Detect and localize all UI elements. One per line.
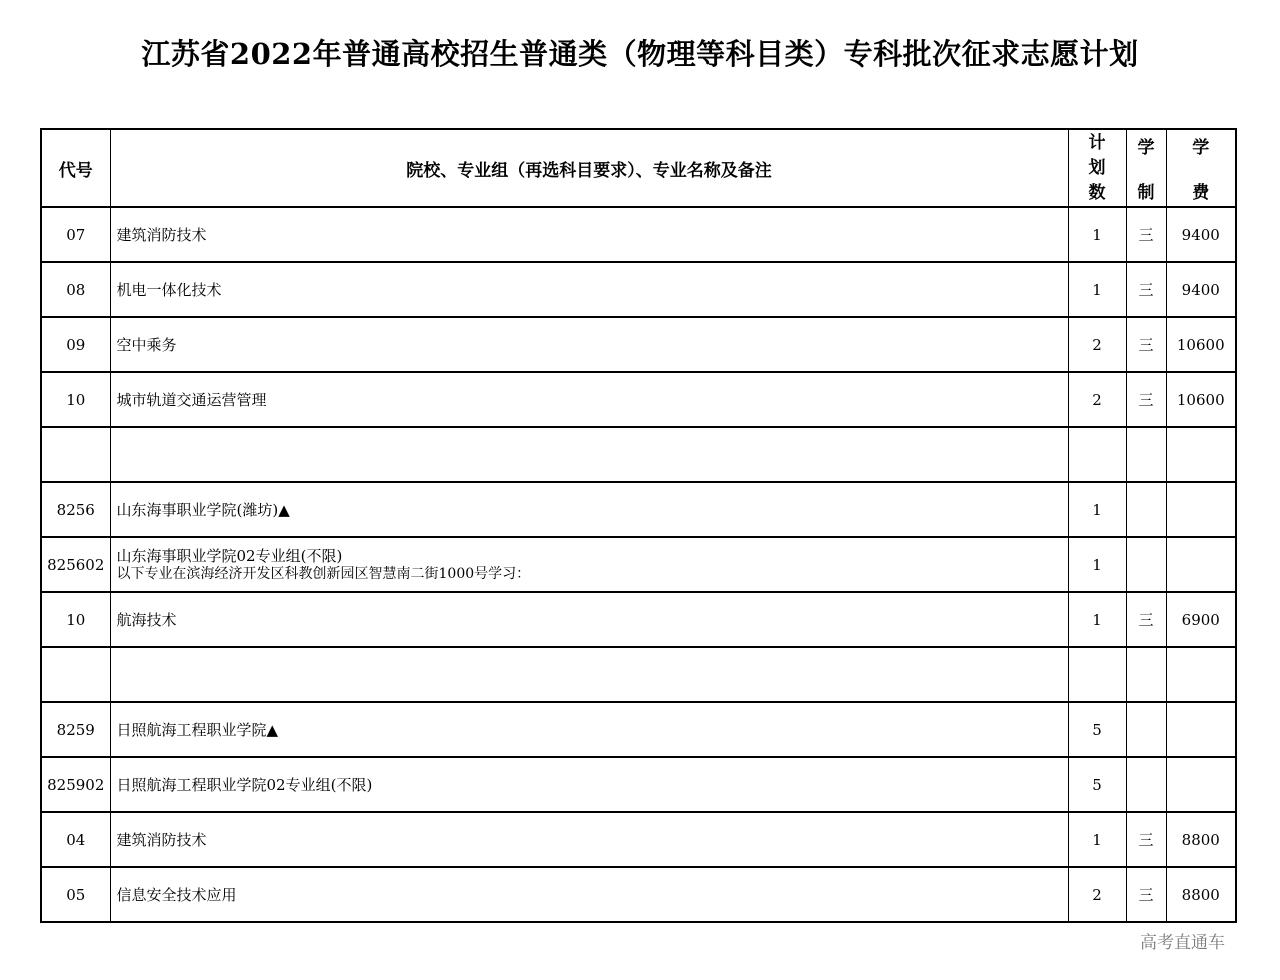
cell-plan <box>1068 647 1126 702</box>
cell-code: 8259 <box>41 702 110 757</box>
cell-plan: 1 <box>1068 207 1126 262</box>
cell-name-note: 以下专业在滨海经济开发区科教创新园区智慧南二街1000号学习： <box>116 565 531 582</box>
cell-plan: 2 <box>1068 372 1126 427</box>
cell-fee <box>1166 427 1236 482</box>
table-row <box>41 427 1236 482</box>
cell-plan: 5 <box>1068 702 1126 757</box>
cell-plan: 2 <box>1068 867 1126 922</box>
cell-plan: 2 <box>1068 317 1126 372</box>
cell-plan: 1 <box>1068 537 1126 592</box>
watermark-text: 高考直通车 <box>1140 933 1225 953</box>
table-row <box>41 867 1236 922</box>
cell-fee: 10600 <box>1166 372 1236 427</box>
header-name: 院校、专业组（再选科目要求）、专业名称及备注 <box>110 129 1068 207</box>
cell-name <box>110 262 1068 317</box>
cell-plan <box>1068 427 1126 482</box>
cell-name-line: 空中乘务 <box>116 335 177 354</box>
cell-name <box>110 317 1068 372</box>
cell-name-line: 山东海事职业学院(潍坊)▲ <box>116 500 290 519</box>
header-length-char-1: 学 <box>1137 138 1155 158</box>
cell-name <box>110 482 1068 537</box>
table-row <box>41 537 1236 592</box>
cell-name-line: 日照航海工程职业学院02专业组(不限) <box>116 775 373 794</box>
cell-length <box>1126 757 1166 812</box>
table-row <box>41 757 1236 812</box>
cell-plan: 1 <box>1068 262 1126 317</box>
cell-fee <box>1166 647 1236 702</box>
cell-fee <box>1166 537 1236 592</box>
cell-fee: 8800 <box>1166 812 1236 867</box>
cell-name <box>110 702 1068 757</box>
header-plan <box>1068 129 1126 207</box>
cell-length <box>1126 702 1166 757</box>
cell-code: 07 <box>41 207 110 262</box>
cell-code: 825602 <box>41 537 110 592</box>
cell-fee: 10600 <box>1166 317 1236 372</box>
cell-code: 8256 <box>41 482 110 537</box>
cell-code: 04 <box>41 812 110 867</box>
header-plan-char-2: 划 <box>1088 157 1106 178</box>
cell-length: 三 <box>1126 207 1166 262</box>
cell-length: 三 <box>1126 317 1166 372</box>
cell-code: 05 <box>41 867 110 922</box>
table-row <box>41 262 1236 317</box>
cell-name-line: 山东海事职业学院02专业组(不限) <box>116 546 343 565</box>
cell-plan: 5 <box>1068 757 1126 812</box>
cell-length: 三 <box>1126 867 1166 922</box>
cell-length <box>1126 482 1166 537</box>
cell-fee: 6900 <box>1166 592 1236 647</box>
cell-name-line: 机电一体化技术 <box>116 280 222 299</box>
cell-code: 09 <box>41 317 110 372</box>
header-fee <box>1166 129 1236 207</box>
cell-code: 10 <box>41 372 110 427</box>
cell-name <box>110 207 1068 262</box>
cell-plan: 1 <box>1068 482 1126 537</box>
table-header-row <box>41 129 1236 207</box>
table-row <box>41 647 1236 702</box>
cell-code <box>41 647 110 702</box>
cell-fee: 9400 <box>1166 207 1236 262</box>
table-body <box>41 207 1236 922</box>
cell-code: 10 <box>41 592 110 647</box>
cell-name <box>110 592 1068 647</box>
header-length-char-2: 制 <box>1137 183 1155 203</box>
table-row <box>41 702 1236 757</box>
cell-fee: 8800 <box>1166 867 1236 922</box>
table-row <box>41 812 1236 867</box>
table-row <box>41 592 1236 647</box>
header-fee-char-2: 费 <box>1192 183 1210 203</box>
cell-length: 三 <box>1126 592 1166 647</box>
cell-length: 三 <box>1126 812 1166 867</box>
cell-name-line: 城市轨道交通运营管理 <box>116 390 267 409</box>
cell-length: 三 <box>1126 372 1166 427</box>
cell-length <box>1126 647 1166 702</box>
cell-name-line: 建筑消防技术 <box>116 830 207 849</box>
cell-name <box>110 372 1068 427</box>
cell-fee: 9400 <box>1166 262 1236 317</box>
cell-name <box>110 537 1068 592</box>
table-row <box>41 317 1236 372</box>
cell-name-line: 航海技术 <box>116 610 177 629</box>
cell-name <box>110 812 1068 867</box>
page-title: 江苏省2022年普通高校招生普通类（物理等科目类）专科批次征求志愿计划 <box>141 37 1139 71</box>
cell-plan: 1 <box>1068 812 1126 867</box>
cell-name <box>110 757 1068 812</box>
cell-name <box>110 647 1068 702</box>
cell-name-line: 建筑消防技术 <box>116 225 207 244</box>
cell-code: 08 <box>41 262 110 317</box>
table-row <box>41 207 1236 262</box>
header-code: 代号 <box>41 129 110 207</box>
table-row <box>41 372 1236 427</box>
cell-name <box>110 427 1068 482</box>
cell-fee <box>1166 702 1236 757</box>
header-plan-char-3: 数 <box>1088 182 1106 203</box>
cell-name <box>110 867 1068 922</box>
cell-plan: 1 <box>1068 592 1126 647</box>
cell-fee <box>1166 757 1236 812</box>
enrollment-plan-table <box>40 128 1237 923</box>
cell-name-line: 日照航海工程职业学院▲ <box>116 720 279 739</box>
header-length <box>1126 129 1166 207</box>
cell-length <box>1126 537 1166 592</box>
table-row <box>41 482 1236 537</box>
cell-fee <box>1166 482 1236 537</box>
cell-code <box>41 427 110 482</box>
cell-length: 三 <box>1126 262 1166 317</box>
cell-length <box>1126 427 1166 482</box>
header-fee-char-1: 学 <box>1192 138 1210 158</box>
header-plan-char-1: 计 <box>1088 132 1106 153</box>
cell-name-line: 信息安全技术应用 <box>116 885 237 904</box>
cell-code: 825902 <box>41 757 110 812</box>
